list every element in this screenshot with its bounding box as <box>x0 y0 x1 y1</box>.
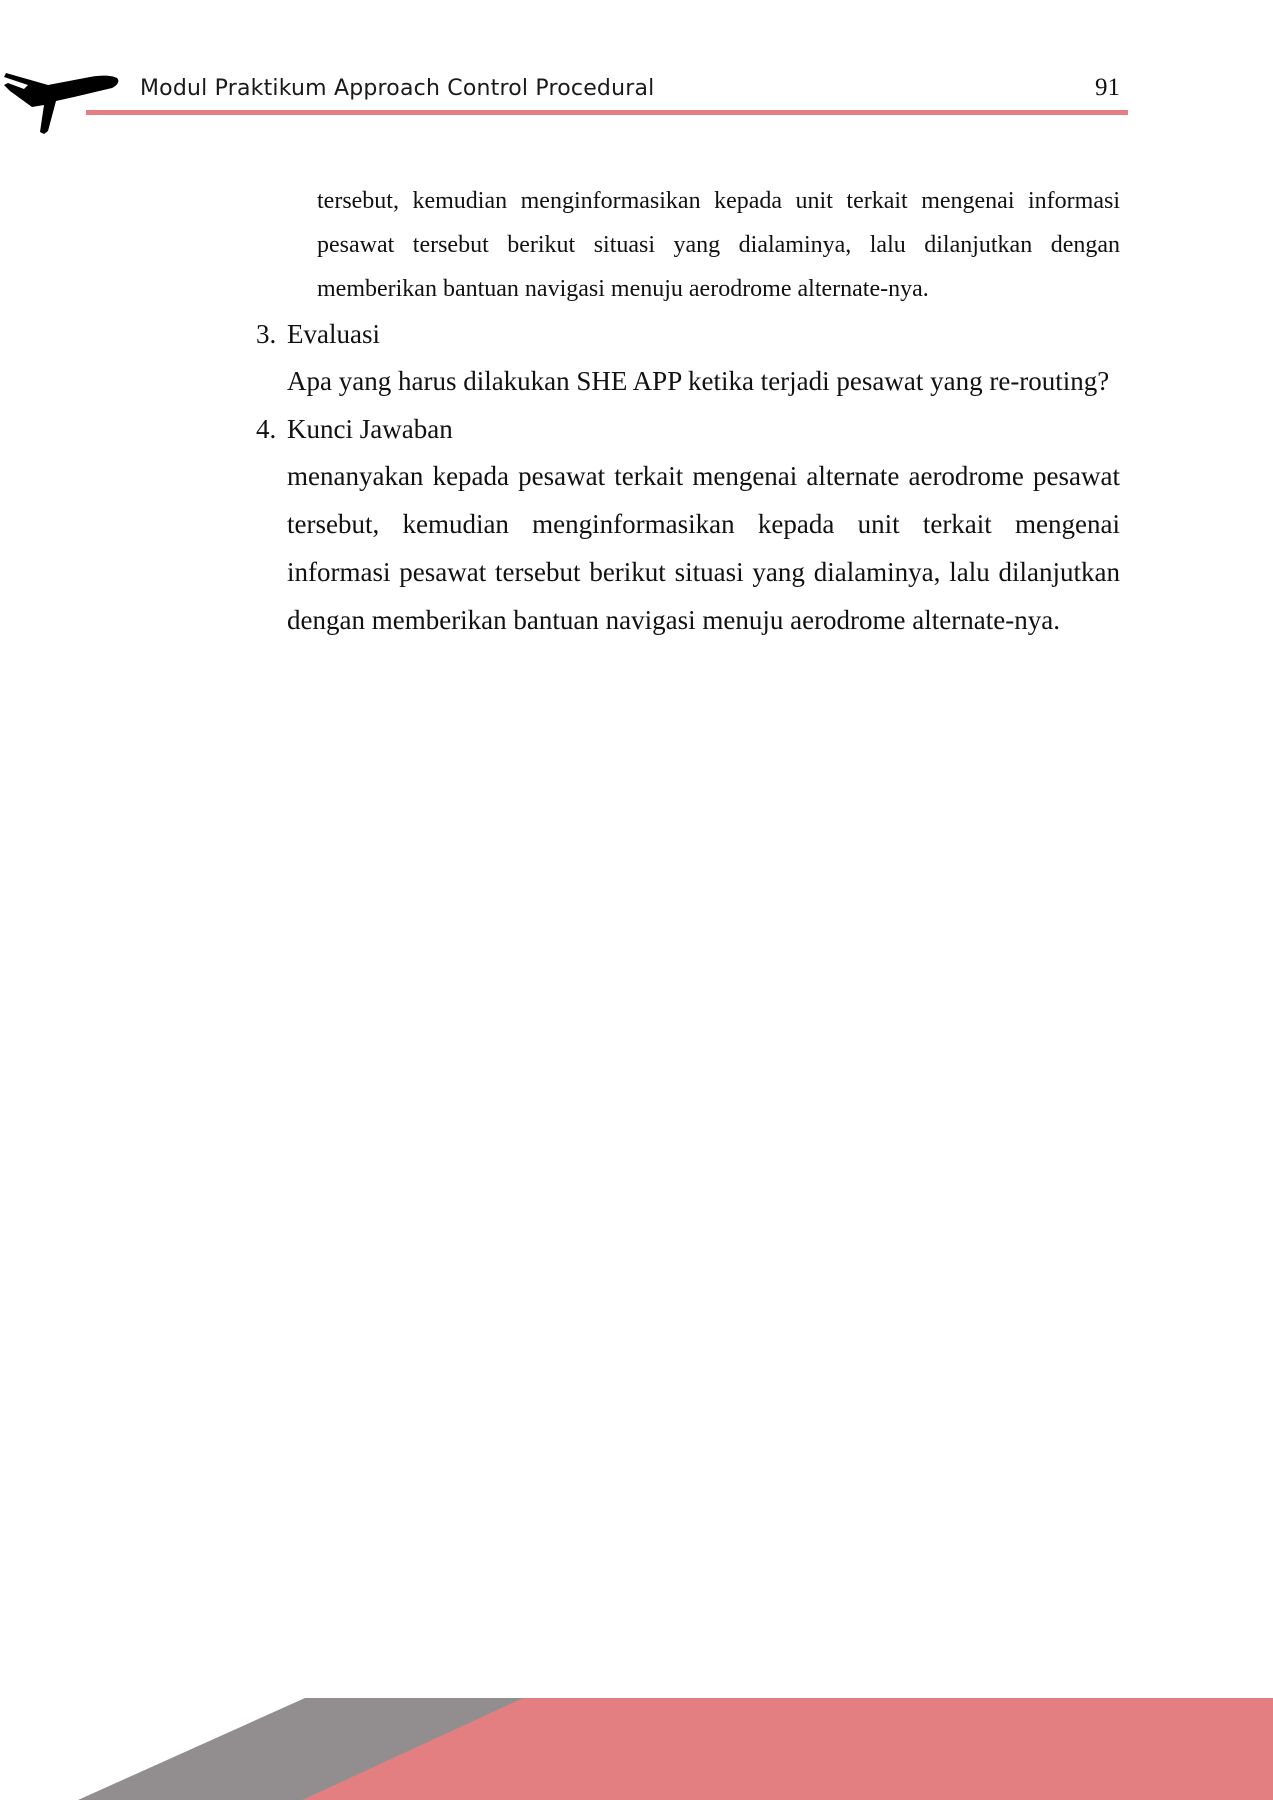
page-number: 91 <box>1095 74 1120 101</box>
footer-decoration <box>0 1690 1273 1800</box>
section-heading: Kunci Jawaban <box>287 414 453 444</box>
header-divider <box>86 110 1128 115</box>
list-item-kunci-jawaban <box>256 412 453 446</box>
continuation-paragraph: tersebut, kemudian menginformasikan kepada unit terkait mengenai informasi pesawat tersebut berikut situasi yang dialaminya, lalu dilanjutkan dengan memberikan bantuan navigasi menuju aerodrome alternate-nya. <box>317 188 1120 302</box>
section-heading: Evaluasi <box>287 319 380 349</box>
answer-key-paragraph: menanyakan kepada pesawat terkait mengenai alternate aerodrome pesawat tersebut, kemudian menginformasikan kepada unit terkait mengenai informasi pesawat tersebut berikut situasi yang dialaminya, lalu dilanjutkan dengan memberikan bantuan navigasi menuju aerodrome alternate-nya. <box>287 461 1120 635</box>
list-number: 4. <box>256 414 277 444</box>
running-header-title: Modul Praktikum Approach Control Procedural <box>140 76 655 101</box>
evaluation-question: Apa yang harus dilakukan SHE APP ketika terjadi pesawat yang re-routing? <box>287 366 1110 396</box>
list-number: 3. <box>256 319 277 349</box>
airplane-icon <box>4 55 120 135</box>
list-item-evaluasi <box>256 317 380 351</box>
